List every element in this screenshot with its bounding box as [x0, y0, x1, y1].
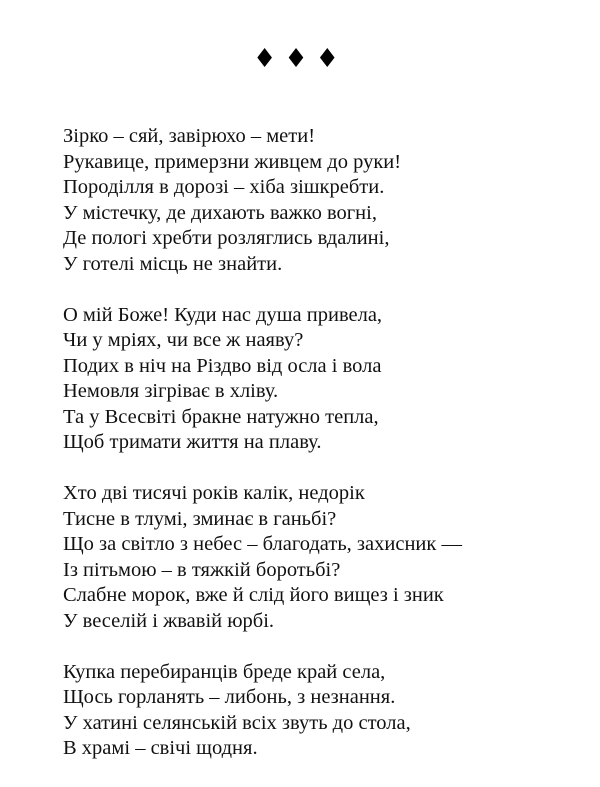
poem-line: Хто дві тисячі років калік, недорік [63, 482, 365, 504]
poem-line: Подих в ніч на Різдво від осла і вола [63, 354, 382, 377]
poem-line: Немовля зігріває в хліву. [63, 380, 279, 402]
stanza-4 [63, 660, 583, 762]
poem-line: У хатині селянській всіх звуть до стола, [63, 711, 411, 734]
poem-line: Щоб тримати життя на плаву. [63, 431, 322, 453]
poem-line: У готелі місць не знайти. [63, 252, 283, 275]
poem-line: Щось горланять – либонь, з незнання. [63, 686, 396, 708]
poem-line: Зірко – сяй, завірюхо – мети! [63, 125, 316, 147]
poem [63, 124, 583, 787]
poem-line: У веселій і жвавій юрбі. [63, 609, 275, 632]
diamond-ornament-icon: ♦♦♦ [253, 44, 347, 74]
poem-line: Рукавице, примерзни живцем до руки! [63, 150, 402, 173]
stanza-1 [63, 124, 583, 277]
poem-line: Де пологі хребти розляглись вдалині, [63, 227, 390, 249]
poem-line: О мій Боже! Куди нас душа привела, [63, 303, 383, 326]
poem-line: Що за світло з небес – благодать, захисник — [63, 533, 462, 555]
poem-line: Із пітьмою – в тяжкій боротьбі? [63, 558, 341, 581]
poem-line: У містечку, де дихають важко вогні, [63, 201, 377, 224]
poem-line: Чи у мріях, чи все ж наяву? [63, 329, 304, 351]
poem-line: В храмі – свічі щодня. [63, 737, 258, 759]
poem-line: Слабне морок, вже й слід його вищез і зник [63, 584, 444, 606]
poem-line: Тисне в тлумі, зминає в ганьбі? [63, 507, 337, 530]
stanza-2 [63, 303, 583, 456]
poem-line: Купка перебиранців бреде край села, [63, 660, 386, 683]
poem-line: Породілля в дорозі – хіба зішкребти. [63, 176, 385, 198]
stanza-3 [63, 481, 583, 634]
poem-line: Та у Всесвіті бракне натужно тепла, [63, 405, 379, 428]
